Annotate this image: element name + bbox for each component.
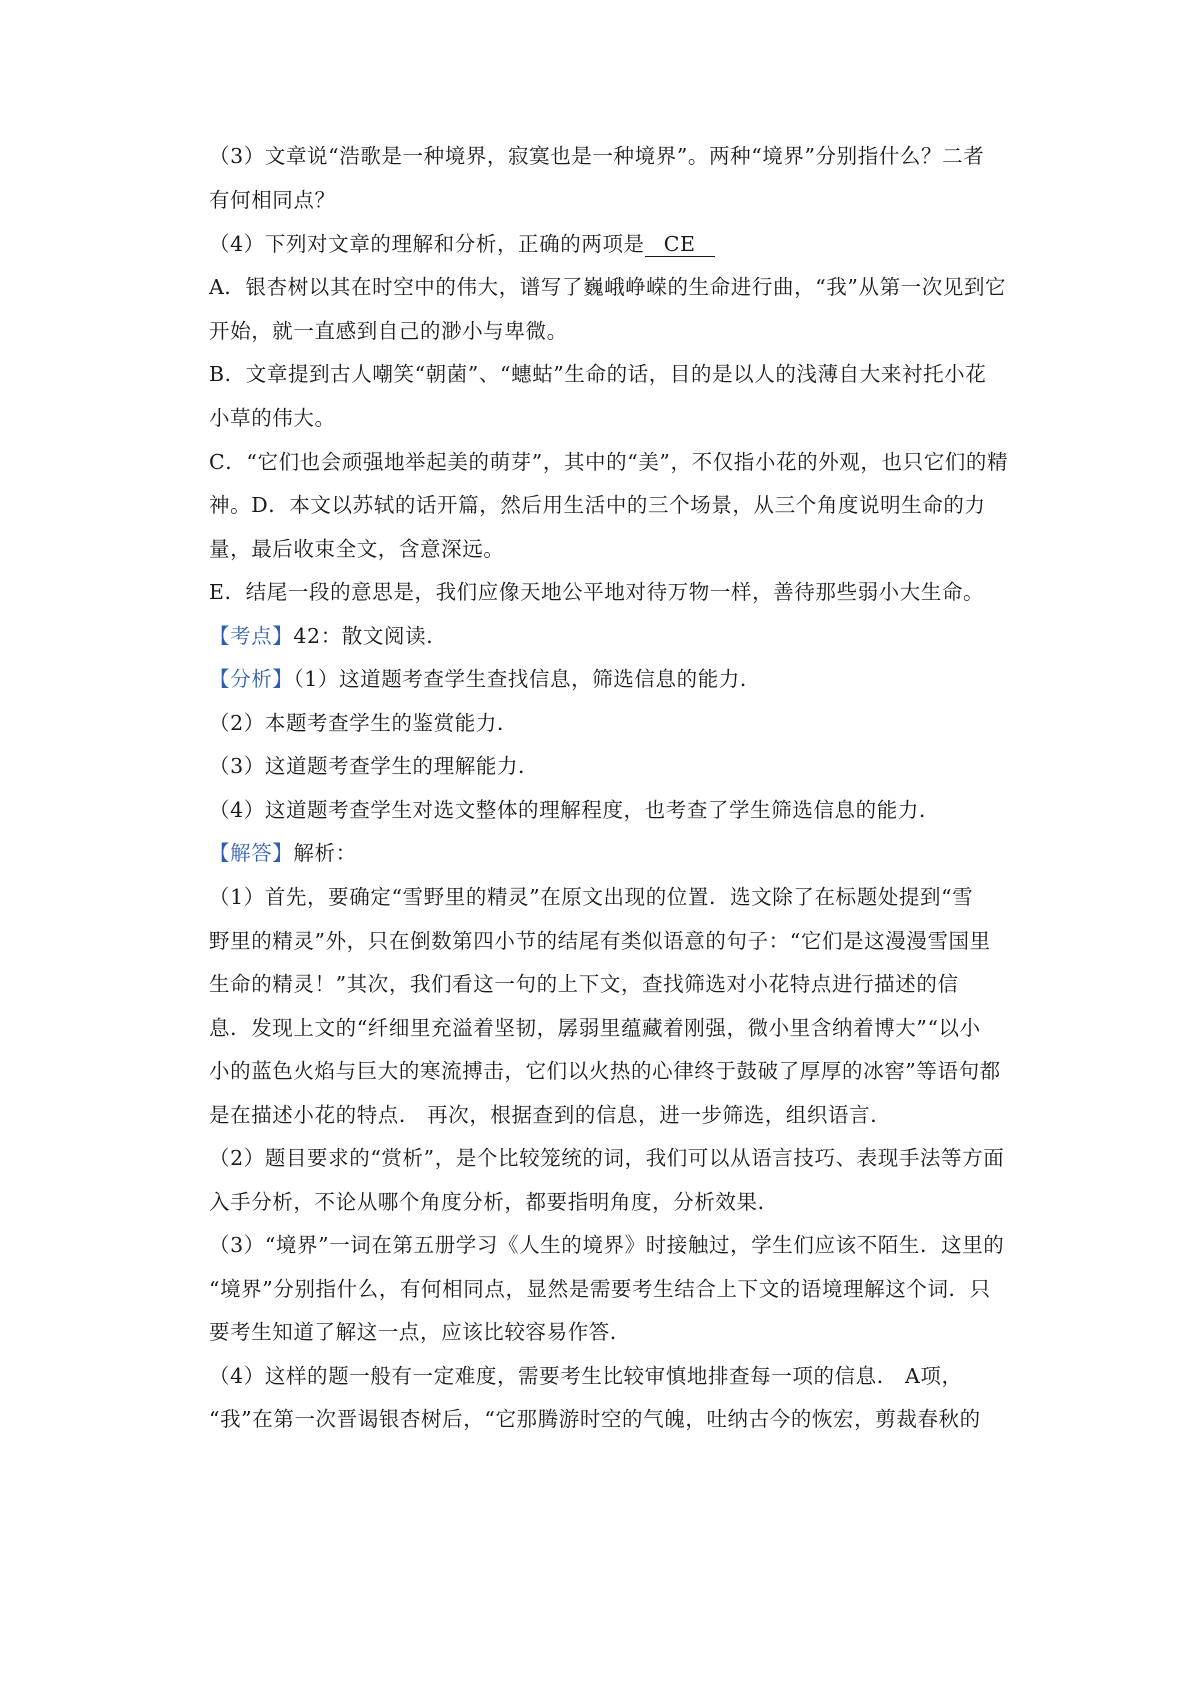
answer-4-line-2: “我”在第一次晋谒银杏树后，“它那腾游时空的气魄，吐纳古今的恢宏，剪裁春秋的 <box>209 1407 981 1431</box>
fenxi-line-3: （3）这道题考查学生的理解能力． <box>209 754 540 778</box>
answer-3-line-2: “境界”分别指什么，有何相同点，显然是需要考生结合上下文的语境理解这个词．只 <box>209 1277 991 1301</box>
option-b-line-2: 小草的伟大。 <box>209 406 336 430</box>
question-4-line <box>209 229 715 259</box>
option-a-line-2: 开始，就一直感到自己的渺小与卑微。 <box>209 319 568 343</box>
answer-1-line-4: 息．发现上文的“纤细里充溢着坚韧，孱弱里蕴藏着刚强，微小里含纳着博大”“以小 <box>209 1016 981 1040</box>
kaodian-line <box>209 621 447 651</box>
fenxi-line <box>209 664 761 694</box>
answer-3-line-3: 要考生知道了解这一点，应该比较容易作答． <box>209 1320 631 1344</box>
answer-1-line-3: 生命的精灵！”其次，我们看这一句的上下文，查找筛选对小花特点进行描述的信 <box>209 972 959 996</box>
fenxi-tag: 【分析】 <box>209 667 294 691</box>
answer-4-line-1: （4）这样的题一般有一定难度，需要考生比较审慎地排查每一项的信息． A项， <box>209 1364 963 1388</box>
answer-2-line-2: 入手分析，不论从哪个角度分析，都要指明角度，分析效果． <box>209 1190 779 1214</box>
option-c-line-1: C．“它们也会顽强地举起美的萌芽”，其中的“美”，不仅指小花的外观，也只它们的精 <box>209 450 1009 474</box>
option-b-line-1: B．文章提到古人嘲笑“朝菌”、“蟪蛄”生命的话，目的是以人的浅薄自大来衬托小花 <box>209 362 987 386</box>
question-4-prompt: （4）下列对文章的理解和分析，正确的两项是 <box>209 232 645 256</box>
answer-1-line-1: （1）首先，要确定“雪野里的精灵”在原文出现的位置．选文除了在标题处提到“雪 <box>209 885 974 909</box>
answer-1-line-5: 小的蓝色火焰与巨大的寒流搏击，它们以火热的心律终于鼓破了厚厚的冰窖”等语句都 <box>209 1059 1001 1083</box>
kaodian-text: 42：散文阅读． <box>293 624 448 648</box>
option-c-line-3: 量，最后收束全文，含意深远。 <box>209 537 505 561</box>
option-a-line-1: A．银杏树以其在时空中的伟大，谱写了巍峨峥嵘的生命进行曲，“我”从第一次见到它 <box>209 275 1007 299</box>
fenxi-line-2: （2）本题考查学生的鉴赏能力． <box>209 711 519 735</box>
answer-1-line-2: 野里的精灵”外，只在倒数第四小节的结尾有类似语意的句子：“它们是这漫漫雪国里 <box>209 929 991 953</box>
jieda-text: 解析： <box>293 841 357 865</box>
fenxi-text-1: （1）这道题考查学生查找信息，筛选信息的能力． <box>293 667 761 691</box>
answer-3-line-1: （3）“境界”一词在第五册学习《人生的境界》时接触过，学生们应该不陌生．这里的 <box>209 1233 1005 1257</box>
question-3-line-1: （3）文章说“浩歌是一种境界，寂寞也是一种境界”。两种“境界”分别指什么？二者 <box>209 144 985 168</box>
question-4-answer: CE <box>645 232 715 257</box>
fenxi-line-4: （4）这道题考查学生对选文整体的理解程度，也考查了学生筛选信息的能力． <box>209 798 941 822</box>
question-3-line-2: 有何相同点？ <box>209 188 336 212</box>
answer-2-line-1: （2）题目要求的“赏析”，是个比较笼统的词，我们可以从语言技巧、表现手法等方面 <box>209 1146 1005 1170</box>
option-e-line: E．结尾一段的意思是，我们应像天地公平地对待万物一样，善待那些弱小大生命。 <box>209 580 985 604</box>
kaodian-tag: 【考点】 <box>209 624 294 648</box>
jieda-tag: 【解答】 <box>209 841 294 865</box>
jieda-line <box>209 838 357 868</box>
answer-1-line-6: 是在描述小花的特点． 再次，根据查到的信息，进一步筛选，组织语言． <box>209 1103 892 1127</box>
option-c-line-2: 神。D．本文以苏轼的话开篇，然后用生活中的三个场景，从三个角度说明生命的力 <box>209 493 986 517</box>
